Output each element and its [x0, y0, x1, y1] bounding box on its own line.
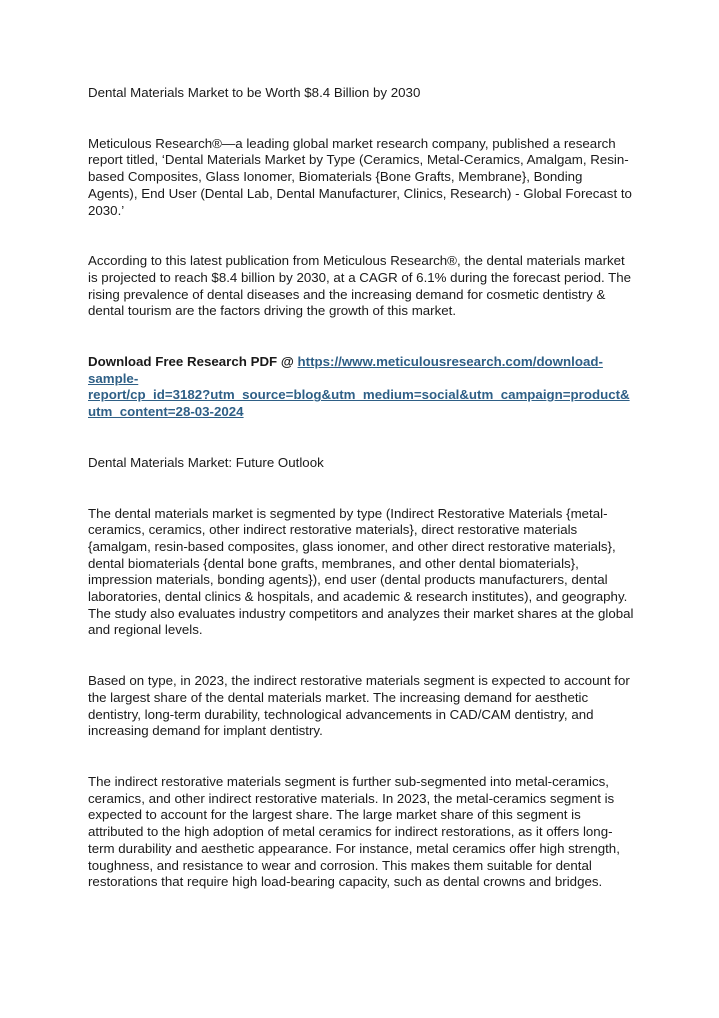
type-line: Based on type, in 2023, the indirect restorative materials segment is expected to account for [88, 673, 630, 689]
summary-line: dental tourism are the factors driving the growth of this market. [88, 303, 457, 319]
type-line: the largest share of the dental materials market. The increasing demand for aesthetic [88, 689, 589, 705]
type-paragraph [88, 673, 638, 740]
summary-paragraph [88, 253, 638, 320]
download-first-line [88, 354, 638, 371]
document-title: Dental Materials Market to be Worth $8.4 Billion by 2030 [88, 85, 421, 100]
segmentation-paragraph [88, 506, 638, 640]
indirect-line: term durability and aesthetic appearance. For instance, metal ceramics offer high strength, [88, 840, 620, 856]
intro-line: Meticulous Research®—a leading global market research company, published a research [88, 135, 616, 151]
intro-line: based Composites, Glass Ionomer, Biomaterials {Bone Grafts, Membrane}, Bonding [88, 169, 583, 185]
segmentation-line: dental biomaterials {dental bone grafts, membranes, and other dental biomaterials}, [88, 555, 579, 571]
download-link-part[interactable]: report/cp_id=3182?utm_source=blog&utm_medium=social&utm_campaign=product& [88, 387, 630, 403]
segmentation-line: ceramics, ceramics, other indirect restorative materials}, direct restorative materials [88, 522, 578, 538]
segmentation-line: impression materials, bonding agents}), end user (dental products manufacturers, dental [88, 572, 608, 588]
indirect-paragraph [88, 774, 638, 891]
summary-line: is projected to reach $8.4 billion by 2030, at a CAGR of 6.1% during the forecast period. The [88, 269, 632, 285]
segmentation-line: {amalgam, resin-based composites, glass ionomer, and other direct restorative materials}, [88, 538, 616, 554]
intro-line: Agents), End User (Dental Lab, Dental Manufacturer, Clinics, Research) - Global Forecast to [88, 185, 632, 201]
document-body [88, 85, 638, 891]
outlook-heading: Dental Materials Market: Future Outlook [88, 454, 324, 470]
indirect-line: expected to account for the largest share. The large market share of this segment is [88, 807, 581, 823]
download-paragraph [88, 354, 638, 421]
indirect-line: The indirect restorative materials segment is further sub-segmented into metal-ceramics, [88, 773, 610, 789]
indirect-line: ceramics, and other indirect restorative materials. In 2023, the metal-ceramics segment is [88, 790, 615, 806]
indirect-line: restorations that require high load-bearing capacity, such as dental crowns and bridges. [88, 874, 603, 890]
segmentation-line: The dental materials market is segmented by type (Indirect Restorative Materials {metal- [88, 505, 608, 521]
intro-line: report titled, ‘Dental Materials Market by Type (Ceramics, Metal-Ceramics, Amalgam, Resin- [88, 152, 629, 168]
download-label: Download Free Research PDF @ [88, 354, 298, 370]
type-line: increasing demand for implant dentistry. [88, 723, 323, 739]
summary-line: According to this latest publication from Meticulous Research®, the dental materials market [88, 253, 625, 269]
summary-line: rising prevalence of dental diseases and the increasing demand for cosmetic dentistry & [88, 286, 606, 302]
indirect-line: attributed to the high adoption of metal ceramics for indirect restorations, as it offers long- [88, 824, 613, 840]
intro-paragraph [88, 136, 638, 220]
segmentation-line: laboratories, dental clinics & hospitals, and academic & research institutes), and geography. [88, 589, 628, 605]
intro-line: 2030.’ [88, 202, 125, 218]
download-link-part[interactable]: https://www.meticulousresearch.com/download- [297, 354, 603, 370]
download-link-part[interactable]: utm_content=28-03-2024 [88, 404, 244, 420]
type-line: dentistry, long-term durability, technological advancements in CAD/CAM dentistry, and [88, 706, 594, 722]
segmentation-line: The study also evaluates industry competitors and analyzes their market shares at the global [88, 605, 634, 621]
indirect-line: toughness, and resistance to wear and corrosion. This makes them suitable for dental [88, 857, 592, 873]
download-link-part[interactable]: sample- [88, 370, 139, 386]
segmentation-line: and regional levels. [88, 622, 203, 638]
